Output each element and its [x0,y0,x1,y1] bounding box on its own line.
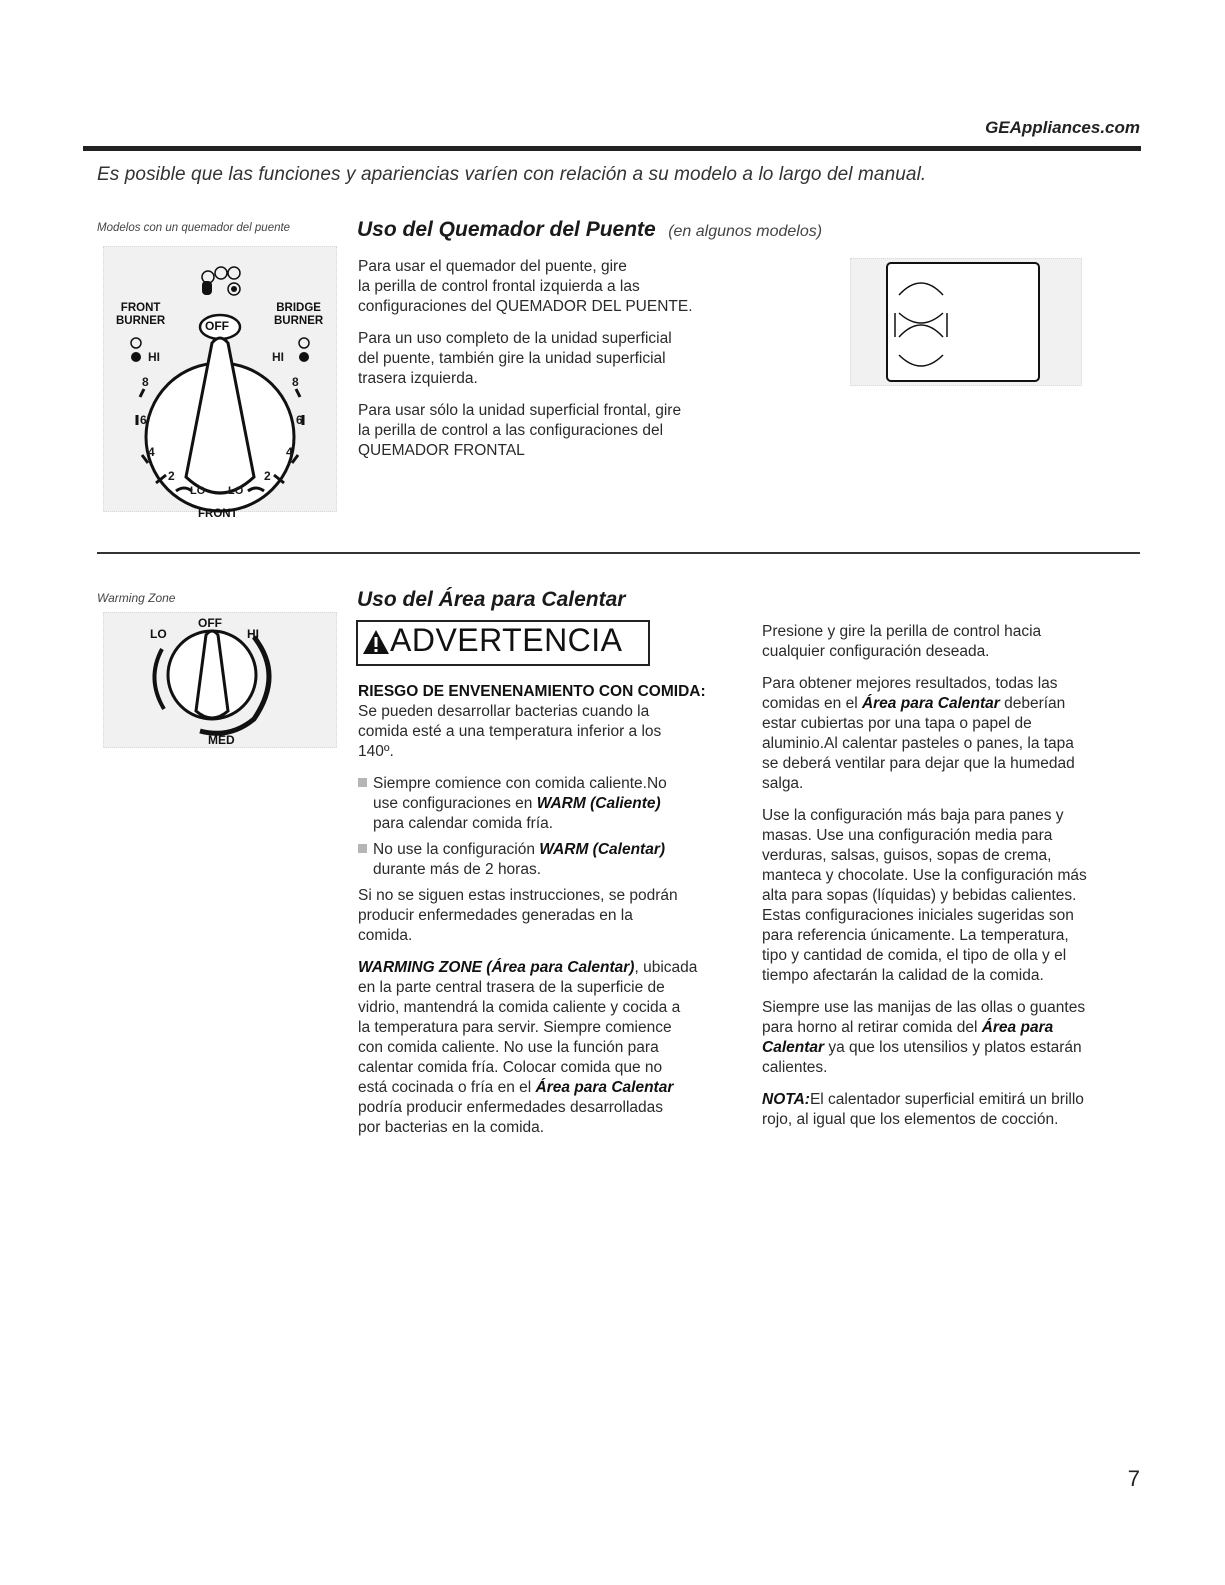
bridge-heading [357,218,822,242]
page-number: 7 [1127,1466,1140,1491]
warming-caption: Warming Zone [97,591,176,605]
right-paragraph-2: Para obtener mejores resultados, todas las comidas en el Área para Calentar deberían estar cubiertas por una tapa o papel de aluminio.Al calentar pasteles o panes, la tapa se deberá ventilar para dejar que la humedad salga. [762,675,1075,792]
bridge-paragraph-1: Para usar el quemador del puente, gire la perilla de control frontal izquierda a las configuraciones del QUEMADOR DEL PUENTE. [358,258,693,315]
warming-zone-paragraph: WARMING ZONE (Área para Calentar), ubicada en la parte central trasera de la superficie de vidrio, mantendrá la comida caliente y cocida a la temperatura para servir. Siempre comience con comida caliente. No use la función para calentar comida fría. Colocar comida que no está cocinada o fría en el Área para Calentar podría producir enfermedades desarrolladas por bacterias en la comida. [358,959,698,1136]
mark-4-right: 4 [286,445,293,459]
bridge-subtitle: (en algunos modelos) [668,223,823,240]
hi-label-right: HI [272,350,284,364]
note-label: NOTA: [762,1091,810,1108]
warning-word: ADVERTENCIA [390,622,623,658]
bridge-burner-label: BRIDGE BURNER [274,302,324,327]
front-burner-label: FRONT BURNER [116,302,166,327]
bridge-title: Uso del Quemador del Puente [357,218,656,241]
bridge-paragraph-3: Para usar sólo la unidad superficial frontal, gire la perilla de control a las configuraciones del QUEMADOR FRONTAL [358,402,682,459]
warming-off-label: OFF [198,616,222,630]
disclaimer: Es posible que las funciones y apariencias varíen con relación a su modelo a lo largo del manual. [97,164,927,185]
cooktop-svg [851,259,1081,385]
right-paragraph-3: Use la configuración más baja para panes y masas. Use una configuración media para verduras, salsas, guisos, sopas de crema, manteca y chocolate. Use la configuración más alta para sopas (líquidas) y bebidas calientes. Estas configuraciones iniciales sugeridas son para referencia únicamente. La temperatura, tipo y cantidad de comida, el tipo de olla y el tiempo afectarán la calidad de la comida. [762,807,1087,984]
warming-knob-illustration [103,612,337,748]
lo-label-right: LO [228,485,244,497]
bridge-knob-svg [104,247,336,537]
warming-knob-svg [104,613,336,747]
site-url: GEAppliances.com [985,118,1140,137]
bullet-square-icon [358,778,367,787]
riesgo-title: RIESGO DE ENVENENAMIENTO CON COMIDA: [358,683,706,700]
mark-8-right: 8 [292,375,299,389]
bridge-caption: Modelos con un quemador del puente [97,222,291,234]
lo-label-left: LO [190,485,206,497]
off-label: OFF [205,319,229,333]
riesgo-text: Se pueden desarrollar bacterias cuando la comida esté a una temperatura inferior a los 140º. [358,703,662,760]
warming-lo-label: LO [150,627,167,641]
cooktop-diagram [850,258,1082,386]
right-note: NOTA:El calentador superficial emitirá un brillo rojo, al igual que los elementos de cocción. [762,1091,1084,1128]
bullet-square-icon [358,844,367,853]
warming-middle-text [358,682,748,1150]
mark-2-right: 2 [264,469,271,483]
bridge-text [358,257,758,473]
warning-icon [362,628,390,656]
warming-med-label: MED [208,733,235,747]
consequence-text: Si no se siguen estas instrucciones, se podrán producir enfermedades generadas en la comida. [358,887,678,944]
mark-2-left: 2 [168,469,175,483]
bullet-1: Siempre comience con comida caliente.No use configuraciones en WARM (Caliente) para calendar comida fría. [358,774,748,834]
hi-label-left: HI [148,350,160,364]
mark-6-left: 6 [140,413,147,427]
warming-right-text [762,622,1152,1142]
right-paragraph-4: Siempre use las manijas de las ollas o guantes para horno al retirar comida del Área para Calentar ya que los utensilios y platos estarán calientes. [762,999,1086,1076]
bridge-paragraph-2: Para un uso completo de la unidad superficial del puente, también gire la unidad superficial trasera izquierda. [358,330,672,387]
warming-title: Uso del Área para Calentar [357,588,626,611]
mark-6-right: 6 [296,413,303,427]
mark-8-left: 8 [142,375,149,389]
right-paragraph-1: Presione y gire la perilla de control hacia cualquier configuración deseada. [762,623,1042,660]
warming-hi-label: HI [247,627,259,641]
front-label: FRONT [198,508,238,520]
mark-4-left: 4 [148,445,155,459]
section-divider [97,552,1140,554]
bridge-knob-illustration [103,246,337,512]
bullet-2: No use la configuración WARM (Calentar) durante más de 2 horas. [358,840,748,880]
header-rule [83,146,1141,151]
